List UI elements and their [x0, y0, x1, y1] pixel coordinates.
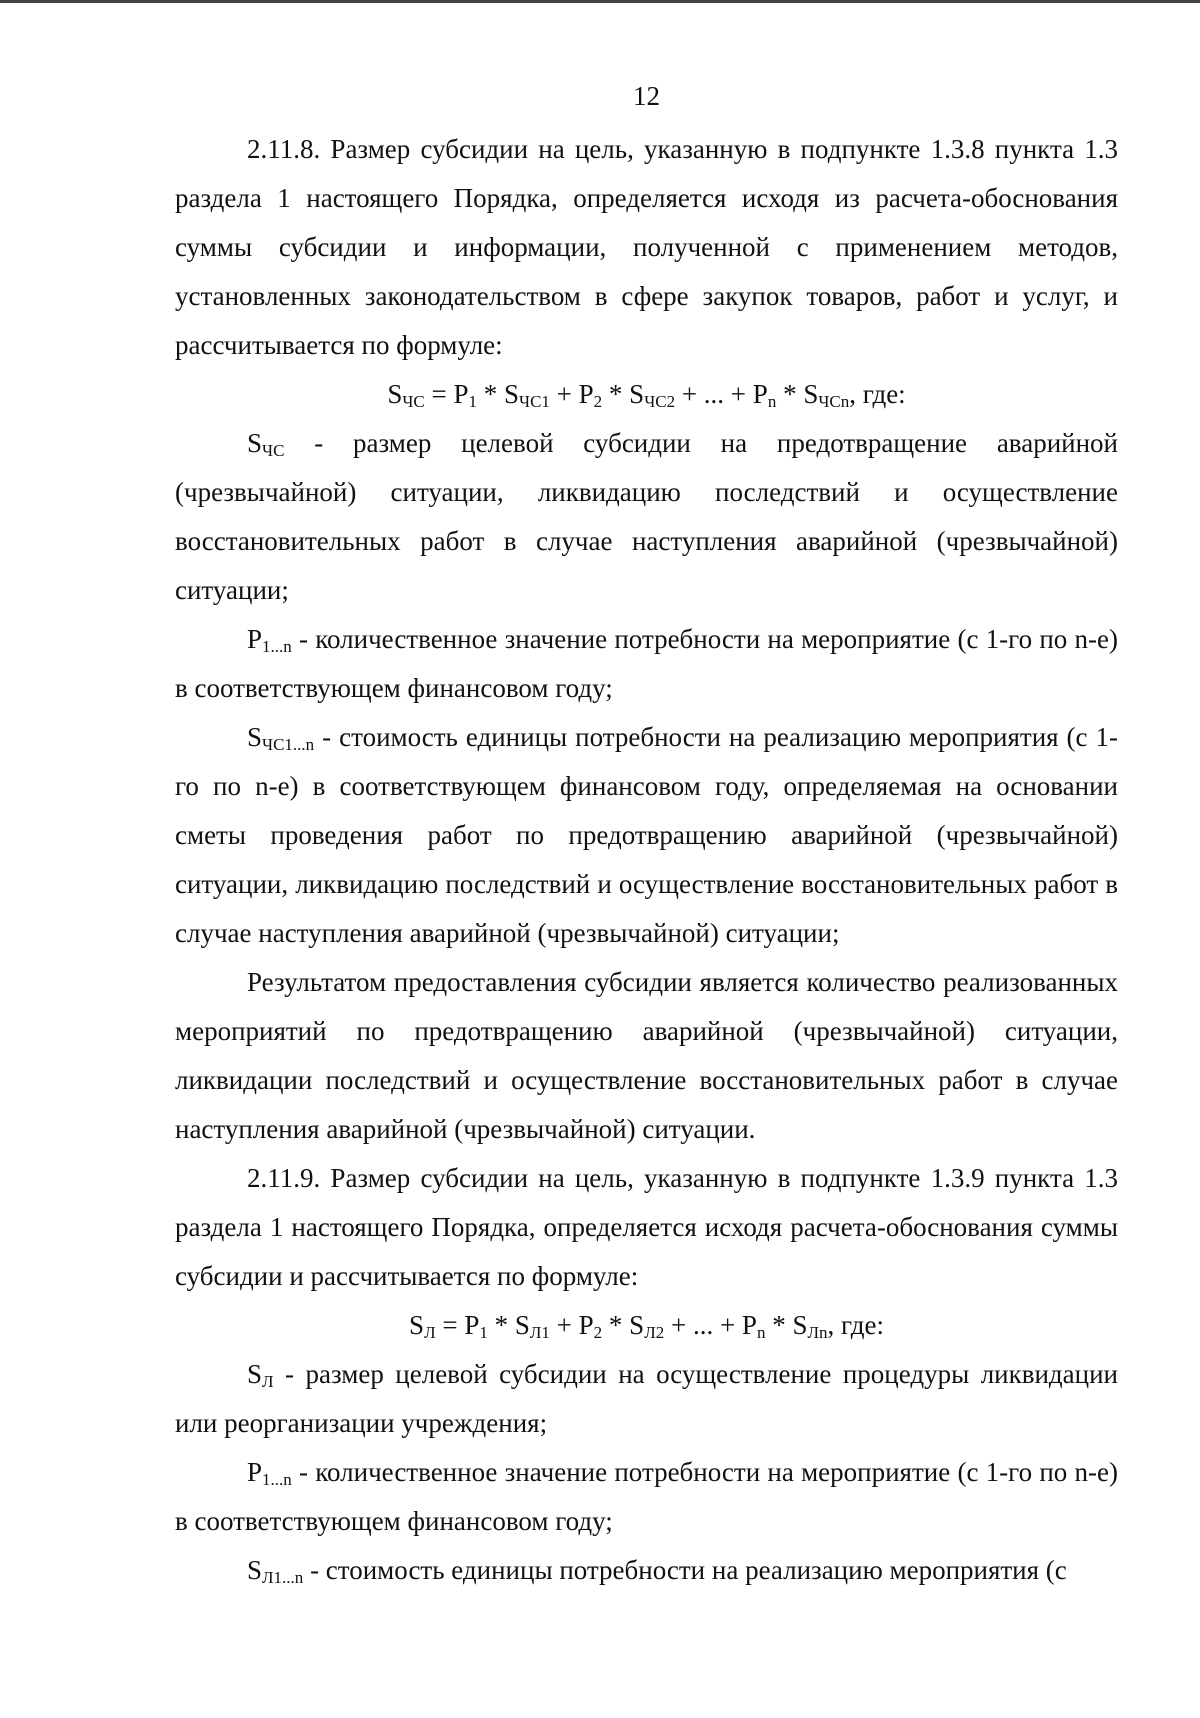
symbol: P [247, 1457, 263, 1487]
formula-part: , где: [849, 379, 906, 409]
symbol-sub: Л1...n [262, 1568, 304, 1587]
definition-text: - стоимость единицы потребности на реализацию мероприятия (с [303, 1555, 1067, 1585]
definition-p-1n [175, 615, 1118, 713]
formula-s-l [175, 1301, 1118, 1350]
formula-part: + P [549, 379, 594, 409]
formula-part: * S [487, 1310, 530, 1340]
formula-sub: 2 [593, 392, 603, 411]
formula-part: * S [602, 379, 645, 409]
definition-p-1n-2 [175, 1448, 1118, 1546]
formula-sub: ЧС1 [519, 392, 550, 411]
definition-text: - стоимость единицы потребности на реализацию мероприятия (с 1-го по n-е) в соответствующем финансовом году, определяемая на основании сметы проведения работ по предотвращению аварийной (чрезвычайной) ситуации, ликвидацию последствий и осуществление восстановительных работ в случае наступления аварийной (чрезвычайной) ситуации; [175, 722, 1118, 948]
symbol-sub: 1...n [262, 637, 292, 656]
formula-sub: n [756, 1323, 766, 1342]
page-number: 12 [633, 81, 660, 111]
symbol-sub: 1...n [262, 1470, 292, 1489]
definition-s-chs [175, 419, 1118, 615]
paragraph-2-11-8: 2.11.8. Размер субсидии на цель, указанную в подпункте 1.3.8 пункта 1.3 раздела 1 настоящего Порядка, определяется исходя из расчета-обоснования суммы субсидии и информации, полученной с применением методов, установленных законодательством в сфере закупок товаров, работ и услуг, и рассчитывается по формуле: [175, 134, 1118, 360]
document-page [175, 72, 1118, 1595]
symbol: S [247, 1555, 263, 1585]
symbol: S [247, 722, 263, 752]
definition-s-chs-1n [175, 713, 1118, 958]
formula-part: * S [602, 1310, 645, 1340]
formula-sub: ЧС [402, 392, 425, 411]
symbol: S [247, 428, 263, 458]
formula-part: + ... + P [664, 1310, 757, 1340]
paragraph-2-11-9: 2.11.9. Размер субсидии на цель, указанную в подпункте 1.3.9 пункта 1.3 раздела 1 настоящего Порядка, определяется исходя расчета-обоснования суммы субсидии и рассчитывается по формуле: [175, 1163, 1118, 1291]
formula-sub: ЧСn [818, 392, 850, 411]
definition-text: - количественное значение потребности на мероприятие (с 1-го по n-е) в соответствующем финансовом году; [175, 1457, 1118, 1536]
formula-sub: 1 [468, 392, 477, 411]
formula-part: S [409, 1310, 425, 1340]
formula-part: * S [476, 379, 520, 409]
formula-sub: ЧС2 [644, 392, 676, 411]
formula-s-chs [175, 370, 1118, 419]
formula-sub: 2 [593, 1323, 603, 1342]
definition-s-l [175, 1350, 1118, 1448]
symbol-sub: ЧС1...n [262, 735, 315, 754]
definition-s-l-1n [175, 1546, 1118, 1595]
symbol: S [247, 1359, 263, 1389]
formula-part: * S [765, 1310, 808, 1340]
formula-part: = P [424, 379, 469, 409]
formula-sub: Л2 [644, 1323, 665, 1342]
scan-top-border [0, 0, 1200, 3]
formula-sub: n [767, 392, 777, 411]
formula-sub: 1 [479, 1323, 488, 1342]
symbol-sub: ЧС [262, 441, 285, 460]
paragraph-result: Результатом предоставления субсидии является количество реализованных мероприятий по предотвращению аварийной (чрезвычайной) ситуации, ликвидации последствий и осуществление восстановительных работ в случае наступления аварийной (чрезвычайной) ситуации. [175, 967, 1118, 1144]
definition-text: - количественное значение потребности на мероприятие (с 1-го по n-е) в соответствующем финансовом году; [175, 624, 1118, 703]
formula-sub: Лn [807, 1323, 828, 1342]
formula-part: + P [549, 1310, 594, 1340]
definition-text: - размер целевой субсидии на осуществление процедуры ликвидации или реорганизации учреждения; [175, 1359, 1118, 1438]
formula-part: , где: [827, 1310, 884, 1340]
formula-part: S [387, 379, 403, 409]
formula-sub: Л1 [529, 1323, 550, 1342]
symbol: P [247, 624, 263, 654]
formula-sub: Л [424, 1323, 436, 1342]
symbol-sub: Л [262, 1372, 274, 1391]
definition-text: - размер целевой субсидии на предотвращение аварийной (чрезвычайной) ситуации, ликвидацию последствий и осуществление восстановительных работ в случае наступления аварийной (чрезвычайной) ситуации; [175, 428, 1118, 605]
formula-part: = P [435, 1310, 480, 1340]
formula-part: + ... + P [675, 379, 768, 409]
formula-part: * S [776, 379, 819, 409]
